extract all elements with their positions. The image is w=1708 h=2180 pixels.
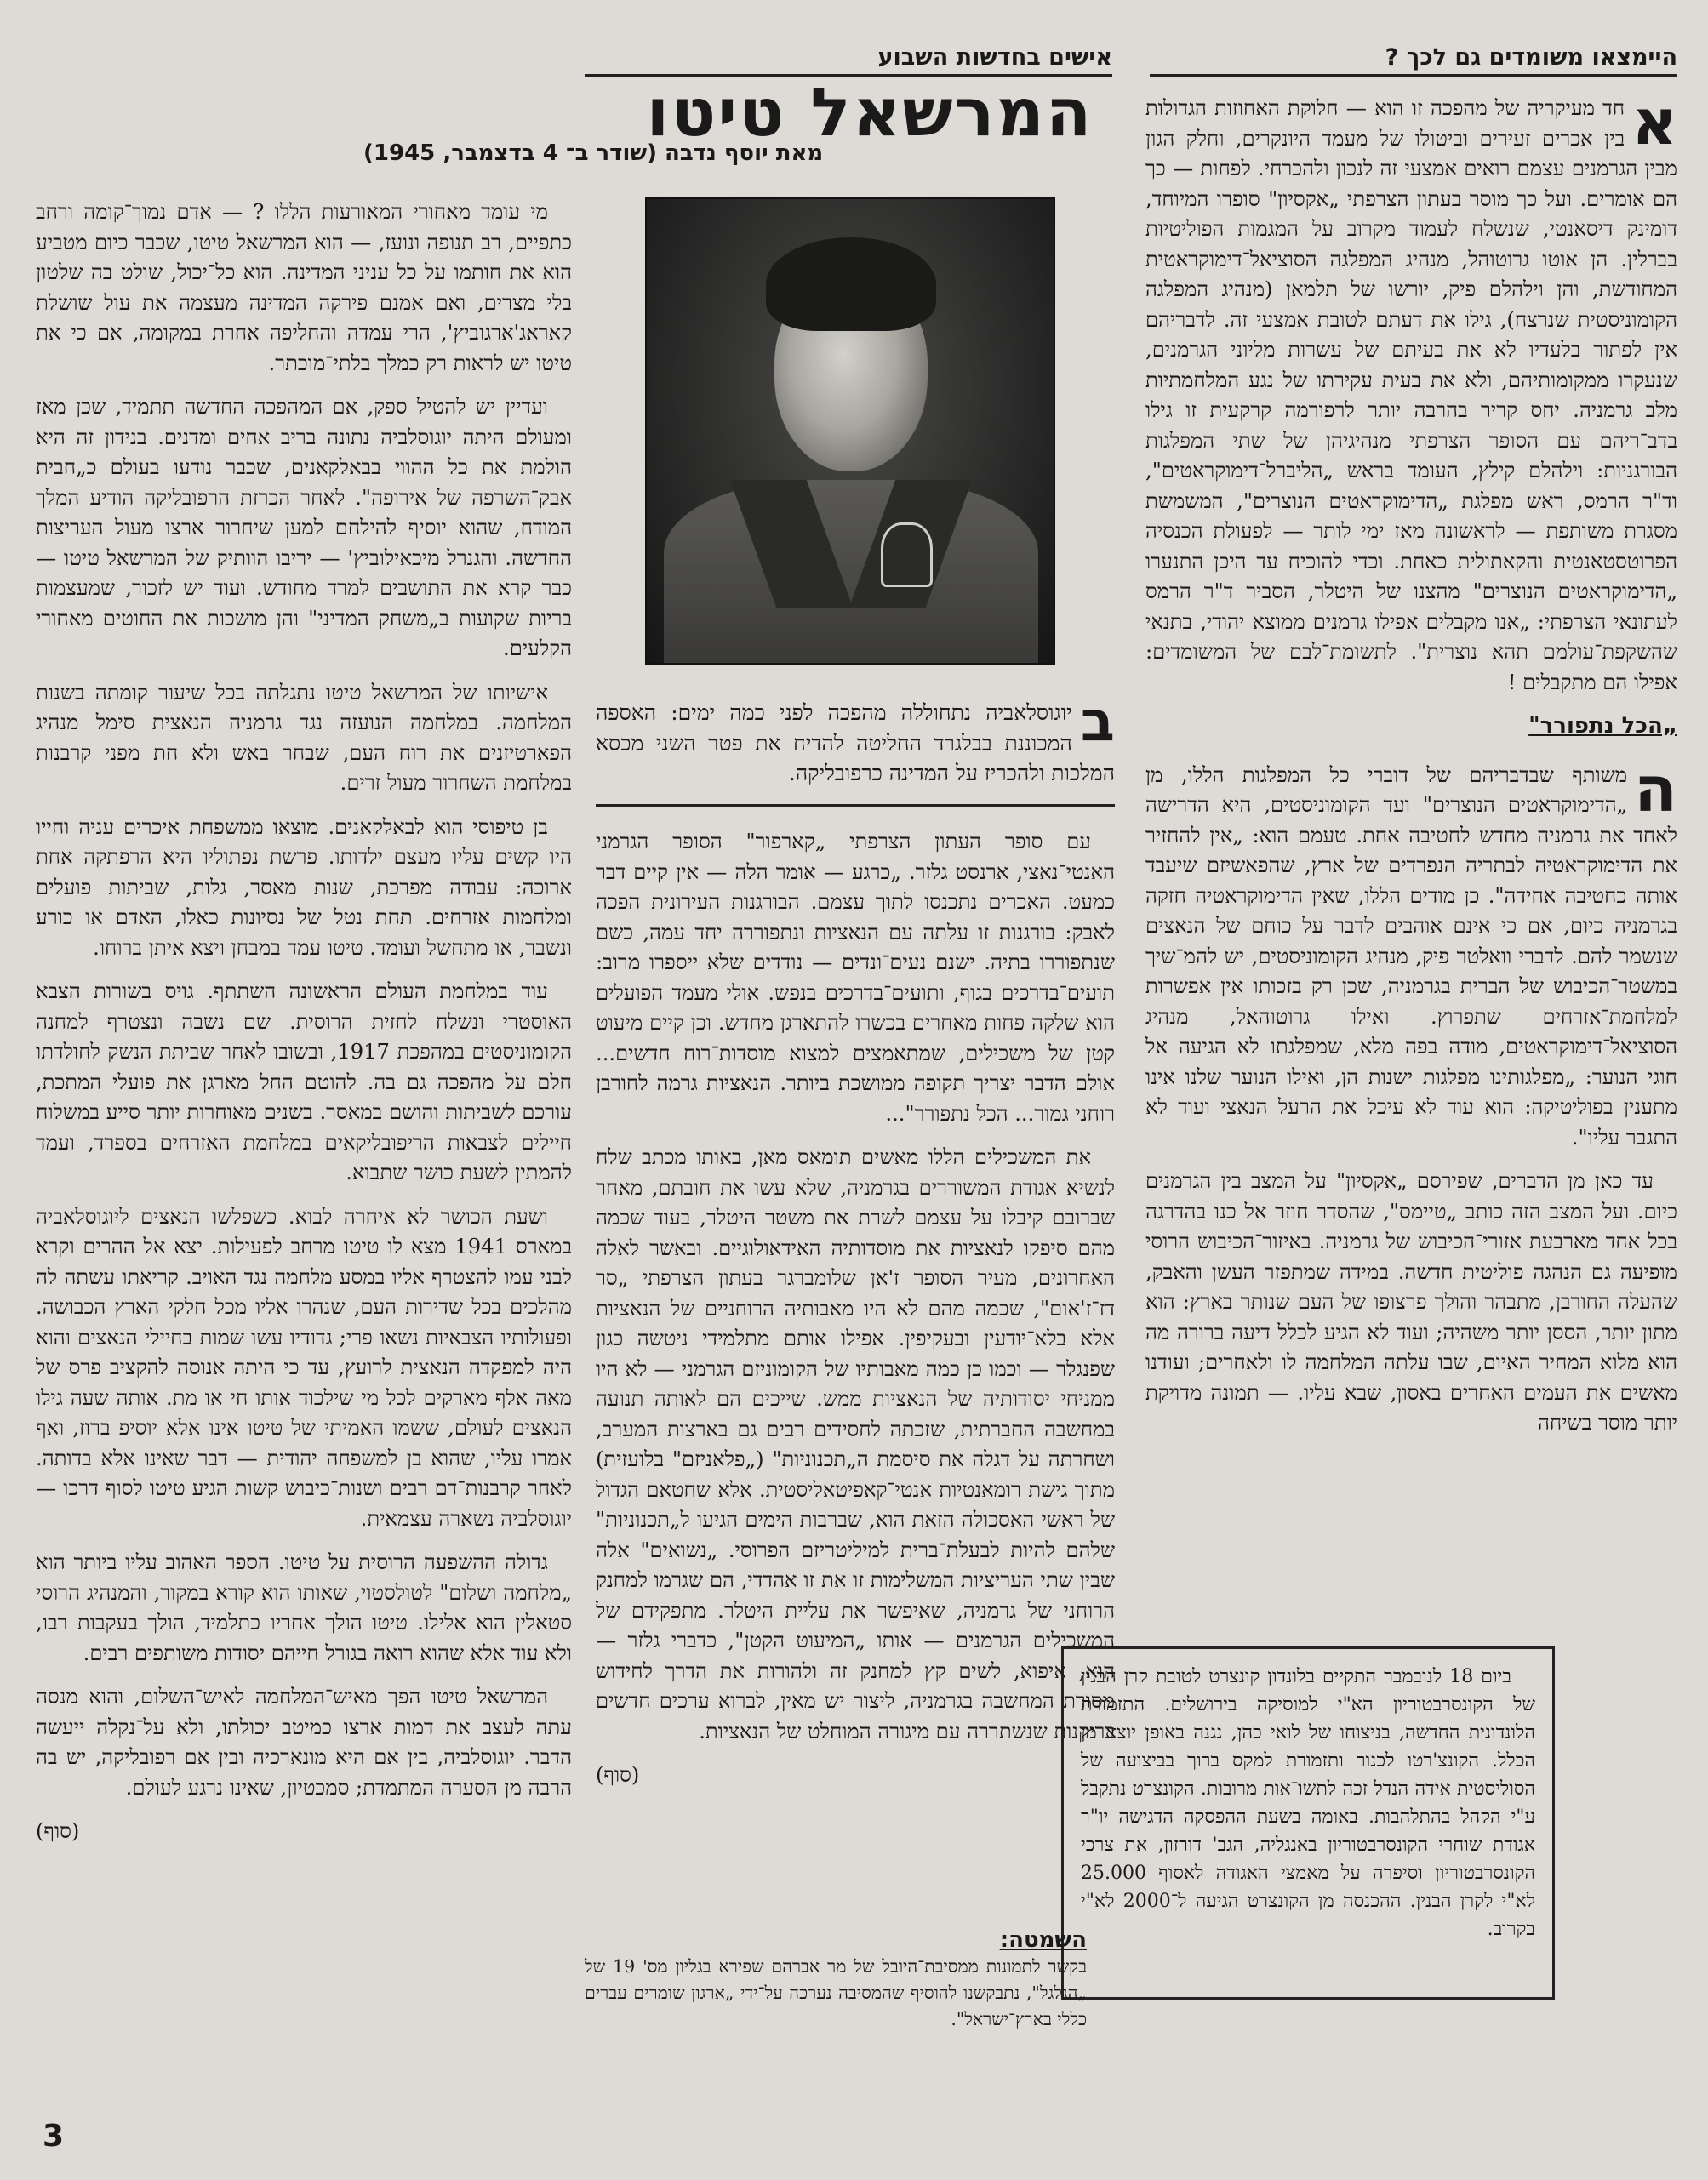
portrait-photo <box>645 197 1055 665</box>
paragraph: עוד במלחמת העולם הראשונה השתתף. גויס בשורות הצבא האוסטרי ונשלח לחזית הרוסית. שם נשבה ונצטרף למחנה הקומוניסטים במהפכת 1917, ובשובו לאחר שביתת הנשק לחולדתו חלם על מהפכה גם בה. להוטם החל מארגן את פועלי המתכת, עורכם לשביתות והושם במאסר. בשנים מאוחרות יותר סייע במשלוח חיילים לצבאות הריפובליקאים במלחמת האזרחים בספרד, ועמד להמתין לשעת כושר שתבוא. <box>36 979 572 1184</box>
note-text: בקשר לתמונות ממסיבת־היובל של מר אברהם שפירא בגליון מס' 19 של „הגלגל", נתבקשנו להוסיף שהמסיבה נערכה על־ידי „ארגון שומרים עברים כללי בארץ־ישראל". <box>585 1956 1087 2029</box>
paragraph: את המשכילים הללו מאשים תומאס מאן, באותו מכתב שלח לנשיא אגודת המשוררים בגרמניה, שלא עשו את חובתם, מאחר שברובם קיבלו על עצמם לשרת את משטר היטלר, בעוד שכמה מהם סיפקו לנאציות את מוסדותיה האידאולוגיים. ובאשר לאלה האחרונים, מעיר הסופר ז'אן שלומברגר בעתון הצרפתי „סר דז־ז'אום", שכמה מהם לא היו מאבותיה הרוחניים של הנאציות אלא בלא־יודעין ובעקיפין. אפילו אותם מתלמידי ניטשה כגון שפנגלר — וכמו כן כמה מאבותיו של הקומוניזם הגרמני — לא היו ממניחי יסודותיה של הנאציות ממש. שייכים הם לאותה תנועה במחשבה החברתית, שזכתה לחסידים רבים גם בארצות המערב, ושחרתה על דגלה את סיסמת ה„תכנוניות" („פלאניזם" בלועזית) מתוך גישת רומאנטיות אנטי־קאפיטאליסטית. אלא שחטאם הגדול של ראשי האסכולה הזאת הוא, שברבות הימים הגיעו ל„תכנוניות" שלהם להיות לבעלת־ברית למיליטריזם הפרוסי. „נשואים" אלה שבין שתי העריציות המשלימות זו את זו אהדדי, הם שגרמו למחנק הרוחני של גרמניה, שאיפשר את עליית היטלר. מתפקידם של המשכילים הגרמנים — אותו „המיעוט הקטן", כדברי גלזר — הוא, איפוא, לשים קץ למחנק זה ולהורות את הדרך לחידוש מסורת המחשבה בגרמניה, ליצור יש מאין, לברוא ערכים חדשים בריקנות שנשתררה עם מיגורה המוחלט של הנאציות. <box>596 1145 1115 1743</box>
paragraph: חד מעיקריה של מהפכה זו הוא — חלוקת האחוזות הגדולות בין אכרים זעירים וביטולו של מעמד היונקרים, וחלק הגון מבין הגרמנים עצמם רואים אמצעי זה לנכון ולהכרחי. לפחות — כך הם אומרים. ועל כך מוסר בעתון הצרפתי „אקסיון" סופרו המיוחד, דומינק דיסאנטי, שנשלח לעמוד מקרוב על המגמות הפוליטיות בברלין. הן אוטו גרוטוהל, מנהיג המפלגה הסוציאל־דימוקראטית המחודשת, והן וילהלם פיק, יורשו של תלמאן (מנהיג המפלגה הקומוניסטית שנרצח), גילו את דעתם לטובת אמצעי זה. לדבריהם אין לפתור בלעדיו לא את בעיתם של עשרות מליוני הגרמנים, שנעקרו ממקומותיהם, ולא את בעית עקירתו של נגע המלחמתיות מלב גרמניה. יחס קריר בהרבה יותר לרפורמה קרקעית זו גילו בדב־ריהם עם הסופר הצרפתי מנהיגיהן של שתי המפלגות הבורגניות: וילהלם קילץ, העומד בראש „הליברל־דימוקראטים", וד"ר הרמס, ראש מפלגת „הדימוקראטים הנוצרים", המשמשת מסגרת משותפת — לראשונה מאז ימי לותר — לפעולת הכנסיה הפרוטסטאנטית והקאתולית כאחת. וכדי להוכיח עד היכן התנערו „הדימוקראטים הנוצרים" מהצנו של היטלר, הסביר ד"ר הרמס לעתונאי הצרפתי: „אנו מקבלים אפילו גרמנים ממוצא יהודי, בתנאי שהשקפת־עולמם תהא נוצרית". לתשומת־לבם של המשומדים: אפילו הם מתקבלים ! <box>1145 96 1677 694</box>
kicker-left: אישים בחדשות השבוע <box>585 44 1112 77</box>
concert-notice-box <box>1061 1646 1555 2000</box>
dropcap: ה <box>1634 752 1677 826</box>
paragraph: עד כאן מן הדברים, שפירסם „אקסיון" על המצב בין הגרמנים כיום. ועל המצב הזה כותב „טיימס", שהסדר חוזר אל כנו בהדרגה בכל אחד מארבעת אזורי־הכיבוש של גרמניה. באיזור־הכיבוש הרוסי מופיעה גם הנהגה פוליטית חדשה. במידה שמתפזר העשן והאבק, שהעלה החורבן, מתבהר והולך פרצופו של העם שנותר בארץ: הוא מתון יותר, הססן יותר משהיה; ועוד לא הגיע לכלל דיעה ברורה מה הוא מלוא המחיר האיום, שבו עלתה המלחמה לו ולאחרים; ועודנו מאשים את העמים האחרים באסון, שבא עליו. — תמונה מדויקת יותר מוסר בשיחה <box>1145 1169 1677 1435</box>
end-mark: (סוף) <box>596 1763 640 1787</box>
end-mark: (סוף) <box>36 1819 80 1843</box>
correction-note <box>585 1927 1087 2033</box>
collar-insignia-icon <box>881 522 933 587</box>
middle-column-body <box>596 827 1115 1920</box>
page-number: 3 <box>43 2119 65 2154</box>
middle-column <box>596 688 1115 802</box>
paragraph: ועדיין יש להטיל ספק, אם המהפכה החדשה תתמיד, שכן מאז ומעולם היתה יוגוסלביה נתונה בריב אחים ומדנים. בנידון זה היא הולמת את כל ההווי בבאלקאנים, שכבר נודעו בעולם כ„חבית אבק־השרפה של אירופה". לאחר הכרזת הרפובליקה הודיע המלך המודח, שהוא יוסיף להילחם למען שיחרור ארצו מעול העריצות החדשה. והגנרל מיכאילוביץ' — יריבו הוותיק של המרשאל טיטו — כבר קרא את התושבים למרד מחודש. ועוד יש לזכור, שמעצמות בריות שקועות ב„משחק המדיני" והן מושכות את החוטים מאחורי הקלעים. <box>36 395 572 660</box>
paragraph: עם סופר העתון הצרפתי „קארפור" הסופר הגרמני האנטי־נאצי, ארנסט גלזר. „כרגע — אומר הלה — אין קיים דבר כמעט. האכרים נתכנסו לתוך עצמם. הבורגנות העירונית הפכה לאבק: בורגנות זו עלתה עם הנאציות ונתפוררה יחד עמה, כשם שנתפוררו בתיה. ישנם נעים־ונדים — נודדים שלא ייספרו מרוב: תועים־בדרכים בגוף, ותועים־בדרכים בנפש. אולי מעמד הפועלים הוא שלקה פחות מאחרים בכשרו להתארגן מחדש. וכן קיים מיעוט קטן של משכילים, שמתאמצים למצוא מוסדות־רוח חדשים... אולם הדבר יצריך תקופה ממושכת ביותר. הנאציות גרמה לחורבן רוחני גמור... הכל נתפורר"... <box>596 830 1115 1126</box>
paragraph: אישיותו של המרשאל טיטו נתגלתה בכל שיעור קומתה בשנות המלחמה. במלחמה הנועזה נגד גרמניה הנאצית סימל מנהיג הפארטיזנים את רוח העם, שבחר באש ולא חת מפני קרבנות במלחמת השחרור מעול זרים. <box>36 680 572 795</box>
paragraph: משותף שבדבריהם של דוברי כל המפלגות הללו, מן „הדימוקראטים הנוצרים" ועד הקומוניסטים, היא הדרישה לאחד את גרמניה מחדש לחטיבה אחת. טעמם הוא: „אין להחזיר את הדימוקראטיה לבתריה הנפרדים של ארץ, שהפאשיזם שיעבד אותה כחטיבה אחידה". כן מודים הללו, שאין הדימוקראטיה חזקה בגרמניה כיום, אם כי אינם אוהבים לדבר על כוחם של הנאצים שנשמר להם. לדברי וואלטר פיק, מנהיג הקומוניסטים, יש להמ־שיך במשטר־הכיבוש של הברית בגרמניה, שכן רק בזכותו אין אפשרות למלחמת־אזרחים שתפרוץ. ואילו גרוטוהאל, מנהיג הסוציאל־דימוקראטים, מודה בפה מלא, שמפלגתו לא הגיעה אל חוגי הנוער: „מפלגותינו מפלגות ישנות הן, ואילו הנוער שלנו אינו מתענין בפוליטיקה: הוא עוד לא עיכל את הרעל הנאצי ועוד לא התגבר עליו". <box>1145 762 1677 1150</box>
kicker-right: היימצאו משומדים גם לכך ? <box>1150 44 1677 77</box>
intro-paragraph: יוגוסלאביה נתחוללה מהפכה לפני כמה ימים: האספה המכוננת בבלגרד החליטה להדיח את פטר השני מכסא המלכות ולהכריז על המדינה כרפובליקה. <box>596 700 1115 785</box>
right-column <box>1145 86 1677 1452</box>
paragraph: מי עומד מאחורי המאורעות הללו ? — אדם נמוך־קומה ורחב כתפיים, רב תנופה ונועז, — הוא המרשאל טיטו, שכבר כיום מטביע הוא את חותמו על כל עניני המדינה. הוא כל־יכול, שולט בה שלטון בלי מצרים, ואם אמנם פירקה המדינה מעצמה את עול שושלת קאראג'ארגוביץ', הרי עמדה והחליפה אחרת במקומה, אם כי את טיטו יש לראות רק כמלך בלתי־מוכתר. <box>36 200 572 375</box>
subheading: „הכל נתפורר" <box>1528 713 1677 739</box>
paragraph: ושעת הכושר לא איחרה לבוא. כשפלשו הנאצים ליוגוסלאביה במארס 1941 מצא לו טיטו מרחב לפעילות. יצא אל ההרים וקרא לבני עמו להצטרף אליו במסע מלחמה נגד האויב. קריאתו עשתה לה מהלכים בכל שדירות העם, שנהרו אליו מכל חלקי הארץ הכבושה. ופעולותיו הצבאיות נשאו פרי; גדודיו עשו שמות בחיילי הנאצים והוא היה למפקדה הנאצית לרועץ, עד כי היתה אנוסה להקציב פרס של מאה אלף מארקים לכל מי שילכוד אותו חי או מת. אותה שעה גילו הנאצים לעולם, ששמו האמיתי של טיטו אינו אלא יוסיפ ברוז, ואף אמרו עליו, שהוא בן למשפחה יהודית — דבר שאינו אלא בדותה. לאחר קרבנות־דם רבים ושנות־כיבוש קשות הגיע טיטו לסוף דרכו — יוגוסלביה נשארה עצמאית. <box>36 1204 572 1531</box>
box-text: ביום 18 לנובמבר התקיים בלונדון קונצרט לטובת קרן הבנין של הקונסרבטוריון הא"י למוסיקה בירושלים. התזמורת הלונדונית החדשה, בניצוחו של לואי כהן, נגנה באופן יוצא מן הכלל. הקונצ'רטו לכנור ותזמורת למקס ברוך בביצועה של הסוליסטית אידה הנדל זכה לתשו־אות מרובות. הקונצרט נתקבל ע"י הקהל בהתלהבות. באומה בשעת ההפסקה הדגישה יו"ר אגודת שוחרי הקונסרבטוריון באנגליה, הגב' דורזון, את צרכי הקונסרבטוריון וסיפרה על מאמצי האגודה לאסוף 25.000 לא"י לקרן הבנין. ההכנסה מן הקונצרט הגיעה ל־2000 לא"י בקרוב. <box>1081 1666 1536 1940</box>
dropcap: א <box>1631 86 1677 159</box>
dropcap: ב <box>1080 688 1115 754</box>
note-title: השמטה: <box>999 1927 1087 1953</box>
paragraph: בן טיפוסי הוא לבאלקאנים. מוצאו ממשפחת איכרים עניה וחייו היו קשים עליו מעצם ילדותו. פרשת נפתוליו היא הרפתקה אחת ארוכה: עבודה מפרכת, שנות מאסר, גלות, שביתות פועלים ומלחמות אזרחים. תחת נטל של נסיונות כאלו, האדם או כורע ונשבר, או מתחשל ועומד. טיטו עמד במבחן ויצא איתן ברוחו. <box>36 814 572 960</box>
divider <box>596 804 1115 807</box>
paragraph: גדולה ההשפעה הרוסית על טיטו. הספר האהוב עליו ביותר הוא „מלחמה ושלום" לטולסטוי, שאותו הוא קורא במקור, והמנהיג הרוסי סטאלין הוא אלילו. טיטו הולך אחריו כתלמיד, הולך בעקבות רבו, ולא עוד אלא שהוא רואה בגורל חייהם יסודות משותפים רבים. <box>36 1550 572 1665</box>
left-column <box>36 197 572 2125</box>
article-title: המרשאל טיטו <box>646 75 1094 151</box>
byline: מאת יוסף נדבה (שודר ב־ 4 בדצמבר, 1945) <box>363 140 824 166</box>
paragraph: המרשאל טיטו הפך מאיש־המלחמה לאיש־השלום, והוא מנסה עתה לעצב את דמות ארצו כמיטב יכולתו, ולא על־נקלה ייעשה הדבר. יוגוסלביה, בין אם היא מונארכיה ובין אם רפובליקה, יש בה הרבה מן הסערה המתמדת; סמכטיון, שאינו נרגע לעולם. <box>36 1685 572 1800</box>
